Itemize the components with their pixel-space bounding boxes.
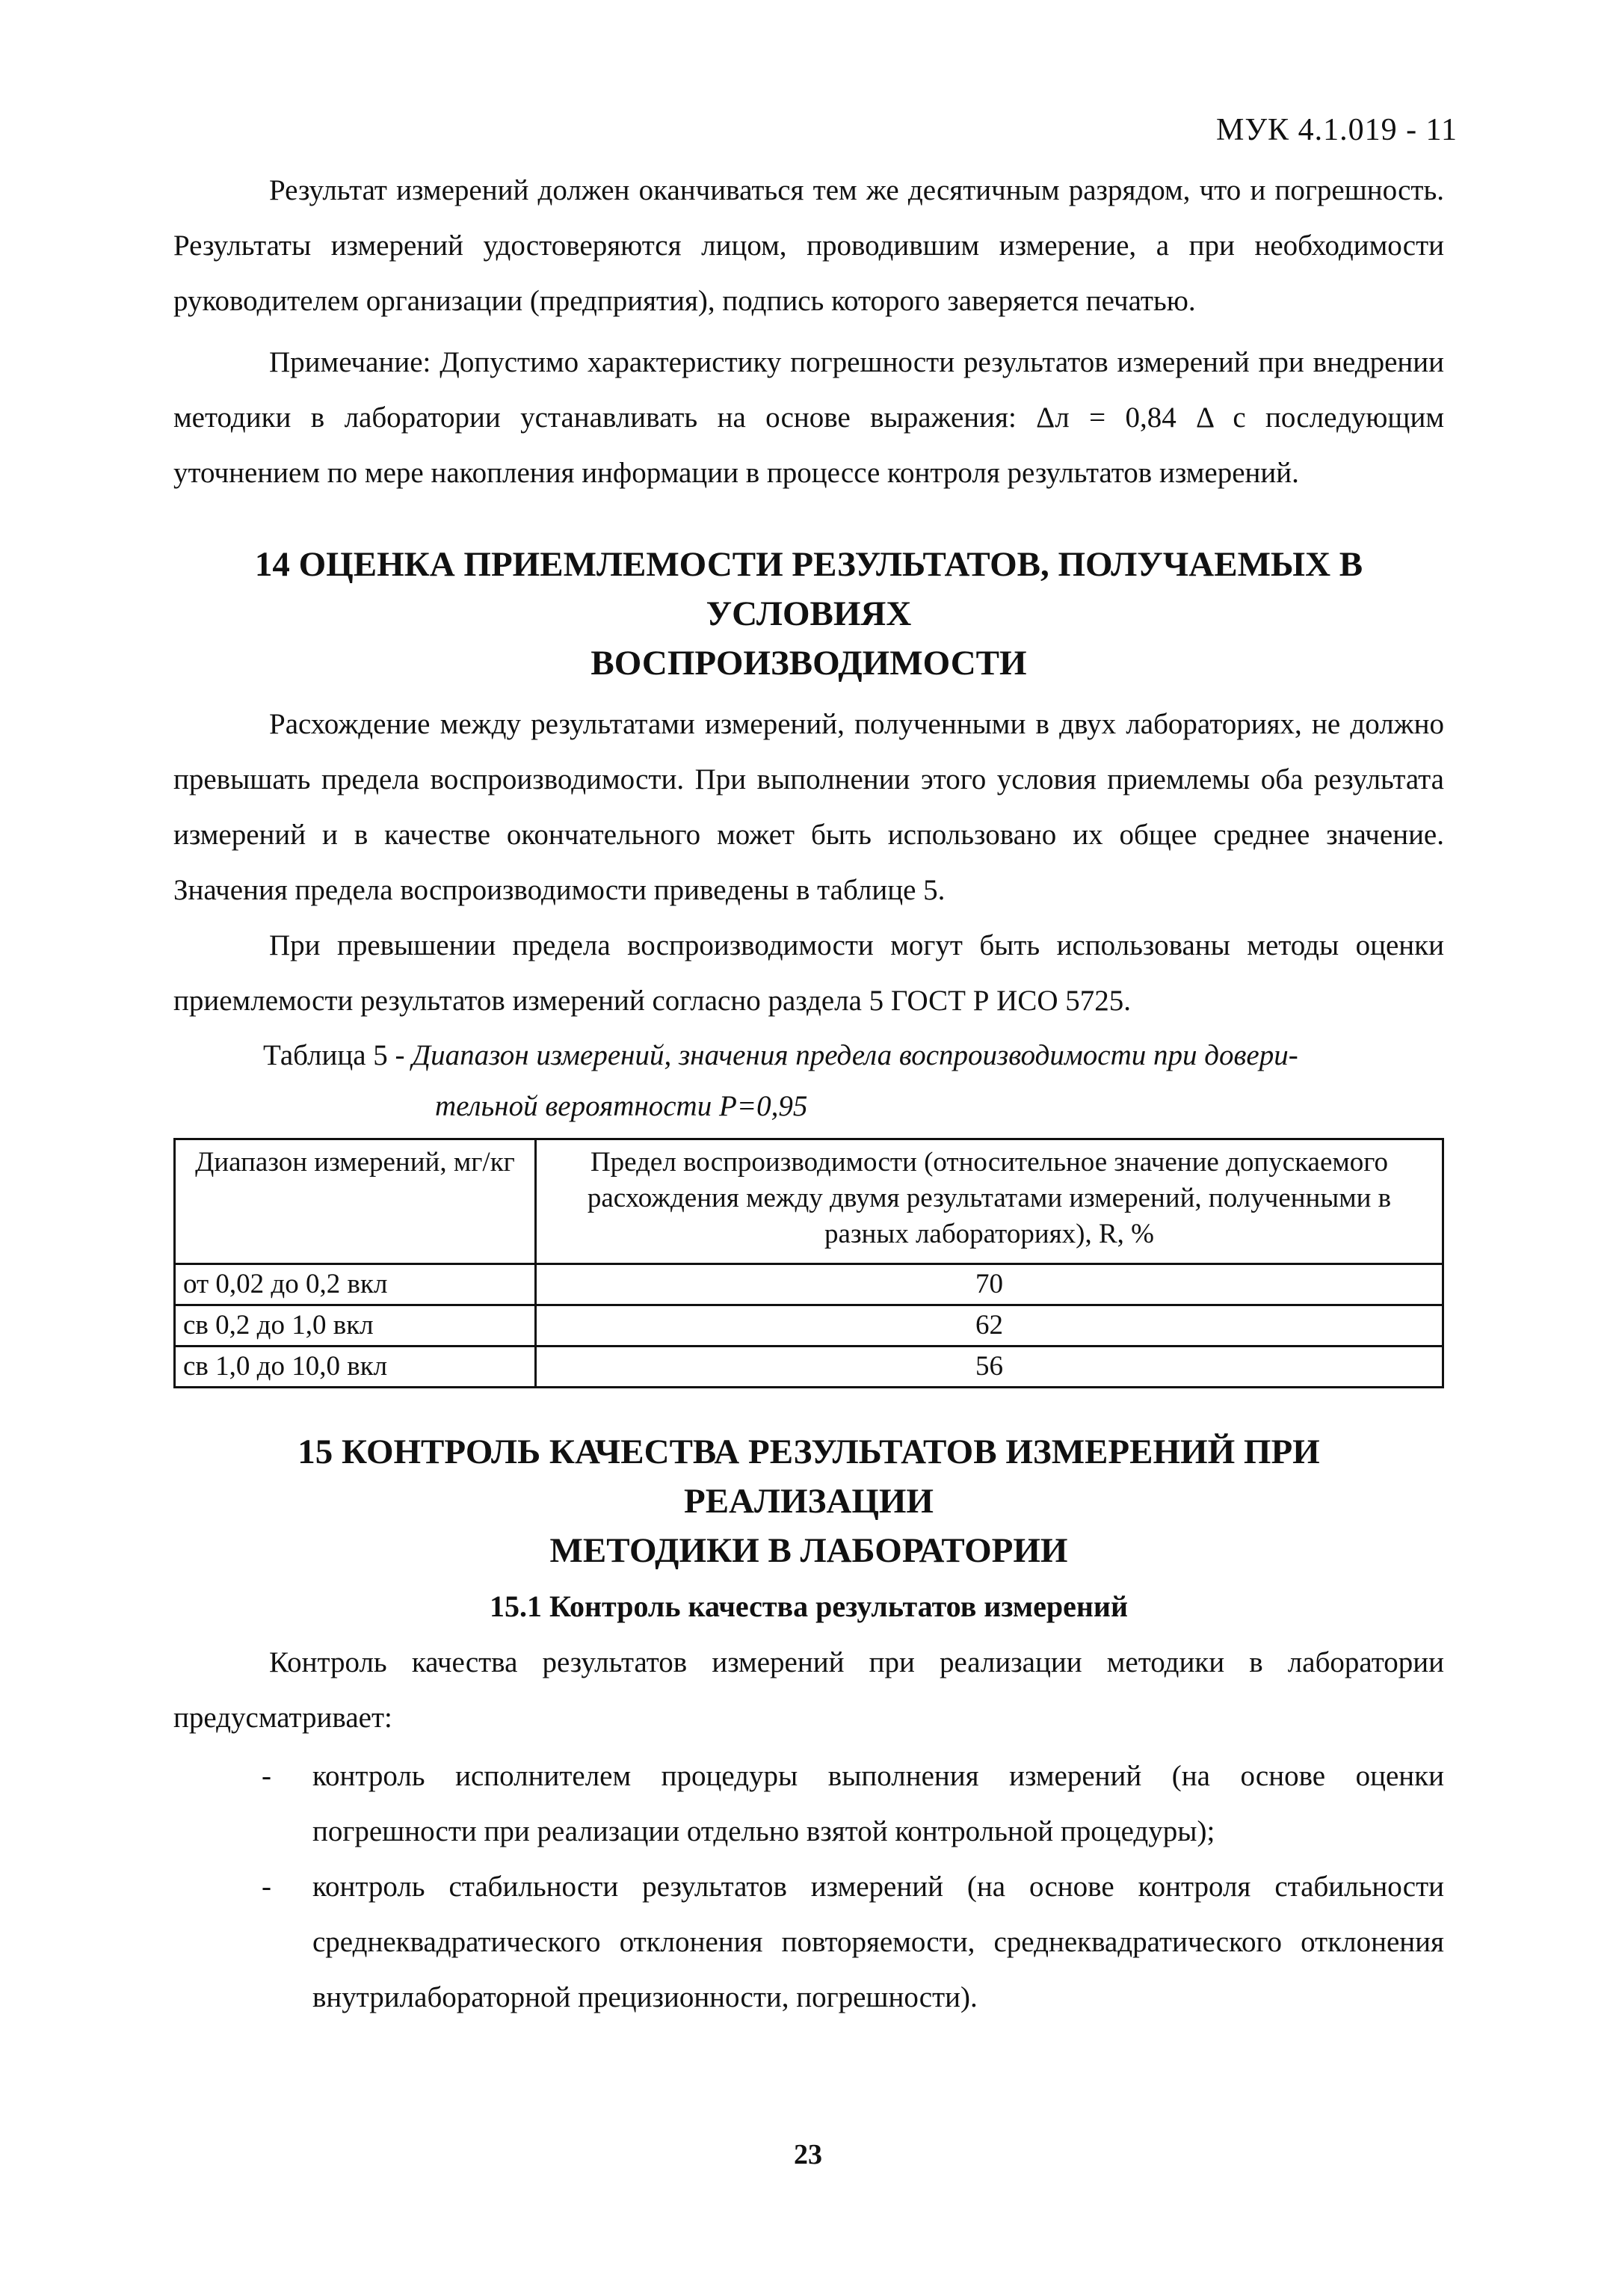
table-5-caption-title: Диапазон измерений, значения предела воспроизводимости при довери- [412,1039,1298,1071]
note-paragraph [173,335,1444,501]
list-item-text: контроль стабильности результатов измерений (на основе контроля стабильности среднеквадратического отклонения повторяемости, среднеквадратического отклонения внутрилабораторной прецизионности, погрешности). [312,1871,1444,2013]
page-number: 23 [794,2139,822,2170]
list-item [173,1749,1444,1859]
note-label: Примечание: [269,346,431,378]
table-5-caption-prefix: Таблица 5 - [263,1039,413,1071]
table-row [175,1305,1443,1346]
cell-range: св 0,2 до 1,0 вкл [175,1305,536,1346]
result-paragraph: Результат измерений должен оканчиваться тем же десятичным разрядом, что и погрешность. Результаты измерений удостоверяются лицом, проводившим измерение, а при необходимости руководителем организации (предприятия), подпись которого заверяется печатью. [173,174,1444,317]
section-15-title-line1: 15 КОНТРОЛЬ КАЧЕСТВА РЕЗУЛЬТАТОВ ИЗМЕРЕНИЙ ПРИ РЕАЛИЗАЦИИ [297,1432,1320,1521]
note-text: Допустимо характеристику погрешности результатов измерений при внедрении методики в лаборатории устанавливать на основе выражения: Δл = 0,84 Δ с последующим уточнением по мере накопления информации в процессе контроля результатов измерений. [173,346,1445,489]
cell-value: 56 [536,1346,1443,1388]
section-14-title-line1: 14 ОЦЕНКА ПРИЕМЛЕМОСТИ РЕЗУЛЬТАТОВ, ПОЛУЧАЕМЫХ В УСЛОВИЯХ [254,545,1363,633]
control-list [173,1749,1444,2025]
cell-range: св 1,0 до 10,0 вкл [175,1346,536,1388]
list-bullet: - [262,1760,271,1792]
section-15-title [173,1427,1444,1575]
subsection-15-1-title: 15.1 Контроль качества результатов измерений [490,1589,1128,1623]
cell-value: 70 [536,1264,1443,1305]
section-14-paragraph-2: При превышении предела воспроизводимости могут быть использованы методы оценки приемлемости результатов измерений согласно раздела 5 ГОСТ Р ИСО 5725. [173,929,1444,1017]
section-14-title [173,540,1444,688]
header-reproducibility-limit: Предел воспроизводимости (относительное значение допускаемого расхождения между двумя результатами измерений, полученными в разных лабораториях), R, % [536,1139,1443,1264]
section-14-paragraph-1: Расхождение между результатами измерений, полученными в двух лабораториях, не должно превышать предела воспроизводимости. При выполнении этого условия приемлемы оба результата измерений и в качестве окончательного может быть использовано их общее среднее значение. Значения предела воспроизводимости приведены в таблице 5. [173,708,1444,906]
cell-range: от 0,02 до 0,2 вкл [175,1264,536,1305]
table-5-caption-continuation: тельной вероятности P=0,95 [435,1090,808,1122]
list-item-text: контроль исполнителем процедуры выполнения измерений (на основе оценки погрешности при реализации отдельно взятой контрольной процедуры); [312,1760,1444,1847]
section-14-title-line2: ВОСПРОИЗВОДИМОСТИ [590,644,1027,683]
list-item [173,1859,1444,2025]
section-15-title-line2: МЕТОДИКИ В ЛАБОРАТОРИИ [549,1531,1068,1570]
table-5 [173,1138,1444,1388]
table-row [175,1264,1443,1305]
table-row [175,1346,1443,1388]
cell-value: 62 [536,1305,1443,1346]
document-code: МУК 4.1.019 - 11 [1215,113,1458,147]
table-header-row [175,1139,1443,1264]
list-bullet: - [262,1871,271,1903]
page-content [173,163,1444,2025]
header-range: Диапазон измерений, мг/кг [175,1139,536,1264]
section-15-paragraph-1: Контроль качества результатов измерений при реализации методики в лаборатории предусматривает: [173,1646,1444,1734]
table-5-caption [173,1030,1444,1132]
